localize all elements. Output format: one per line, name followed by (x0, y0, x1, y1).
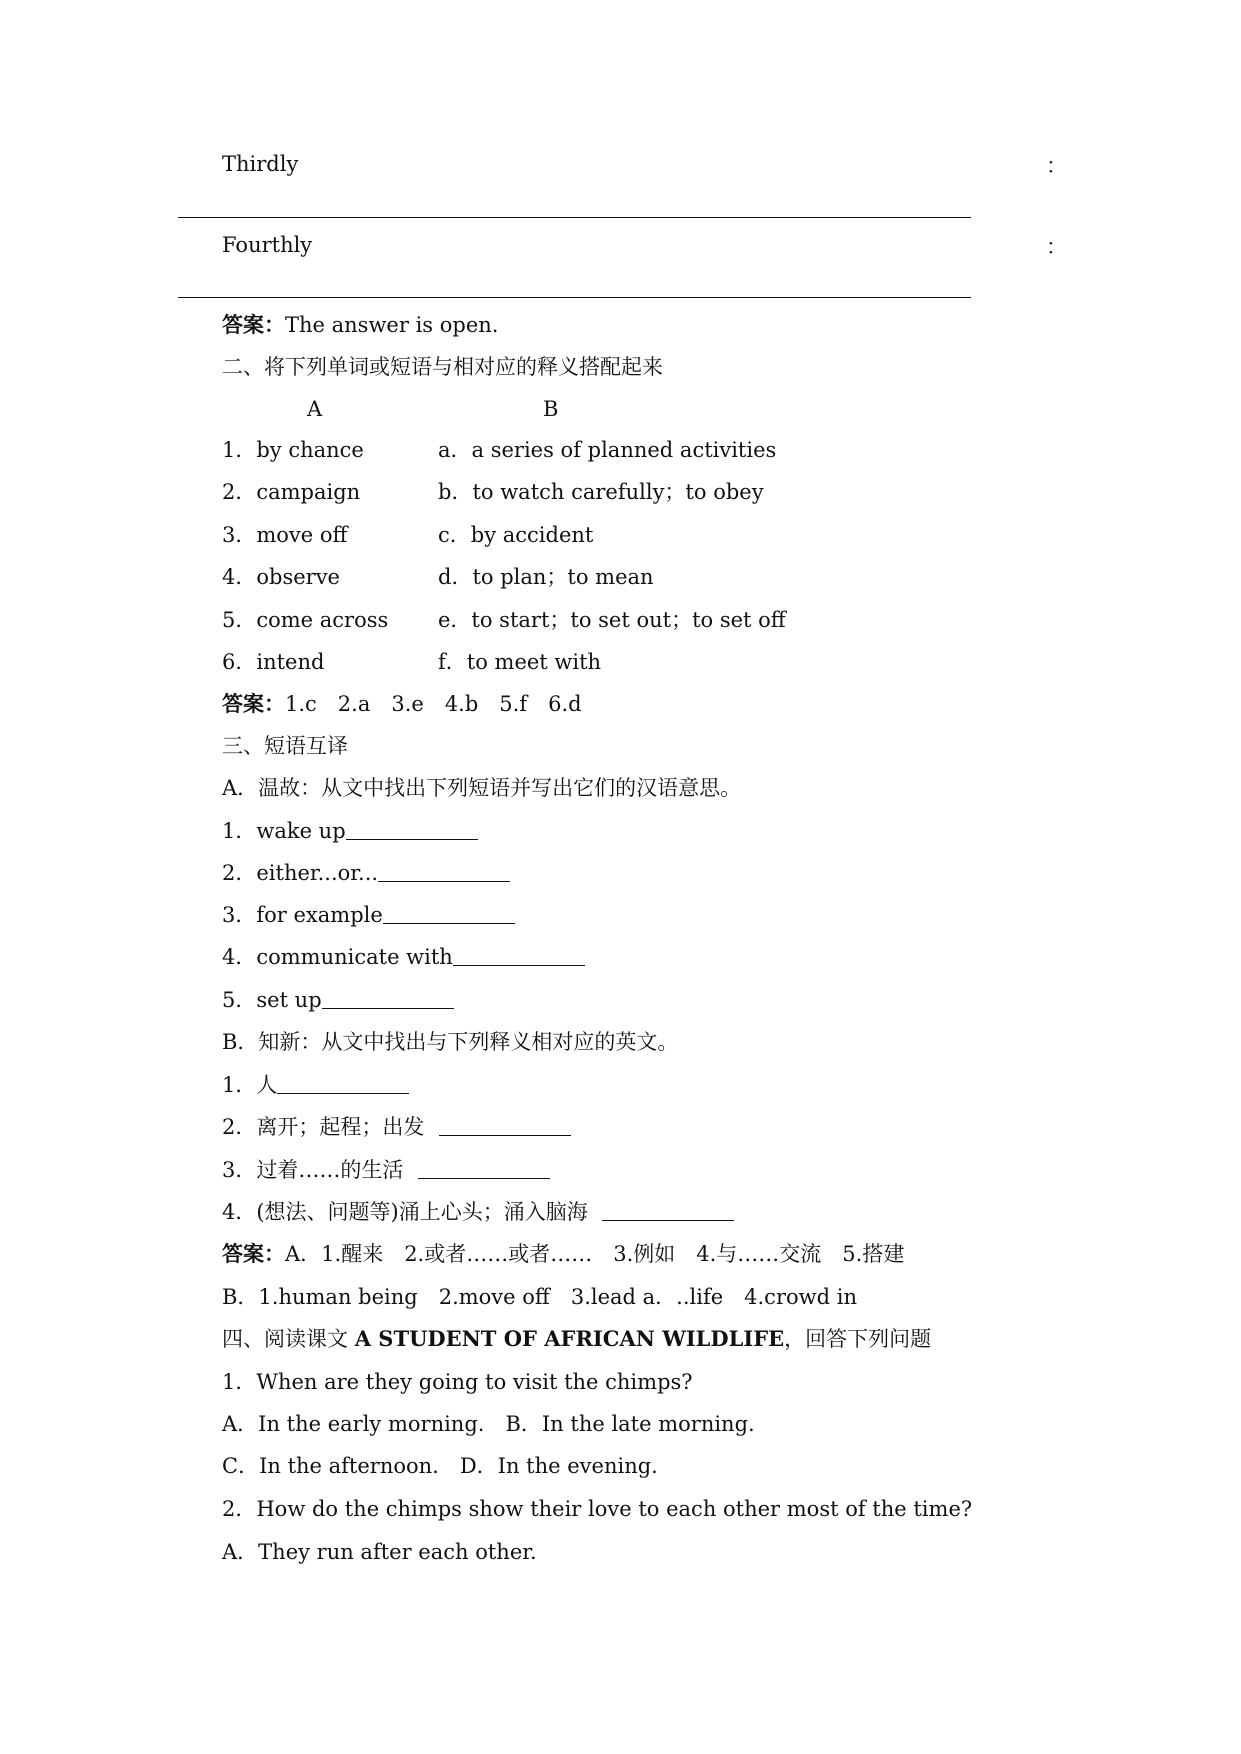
fill-blank[interactable] (378, 859, 510, 882)
title-suffix: ，回答下列问题 (784, 1327, 932, 1351)
fill-blank[interactable] (602, 1198, 734, 1221)
question-1: 1．When are they going to visit the chimps? (222, 1370, 693, 1394)
answer-label: 答案： (222, 691, 285, 716)
definition-item (222, 1113, 571, 1141)
question-1-options-ab: A．In the early morning. B．In the late morning. (222, 1412, 755, 1436)
match-item-b: e．to start；to set out；to set off (438, 608, 786, 632)
outline-thirdly-label: Thirdly (222, 152, 299, 176)
section2-answer (222, 690, 582, 718)
answer-line (178, 217, 971, 218)
phrase-item (222, 859, 510, 887)
fill-blank[interactable] (346, 817, 478, 840)
match-item-b: a．a series of planned activities (438, 438, 777, 462)
match-item-a: 3．move off (222, 523, 348, 547)
answer-label: 答案： (222, 1241, 285, 1266)
match-item-a: 2．campaign (222, 480, 361, 504)
match-item-a: 4．observe (222, 565, 340, 589)
match-item-a: 1．by chance (222, 438, 364, 462)
column-a-header: A (307, 397, 323, 421)
definition-text: 2．离开；起程；出发 (222, 1115, 432, 1139)
match-item-a: 6．intend (222, 650, 325, 674)
fill-blank[interactable] (277, 1071, 409, 1094)
phrase-item (222, 943, 585, 971)
definition-text: 4．(想法、问题等)涌上心头；涌入脑海 (222, 1200, 595, 1224)
section3-part-b-title: B．知新：从文中找出与下列释义相对应的英文。 (222, 1030, 679, 1054)
definition-text: 1．人 (222, 1073, 278, 1097)
definition-item (222, 1198, 734, 1226)
outline-fourthly-colon: ： (1046, 235, 1067, 259)
section3-part-a-title: A．温故：从文中找出下列短语并写出它们的汉语意思。 (222, 776, 742, 800)
phrase-text: 1．wake up (222, 819, 346, 843)
answer-text: 1.c 2.a 3.e 4.b 5.f 6.d (285, 692, 582, 716)
outline-thirdly-colon: ： (1046, 154, 1067, 178)
section2-title: 二、将下列单词或短语与相对应的释义搭配起来 (222, 355, 663, 379)
phrase-text: 4．communicate with (222, 945, 453, 969)
question-2-option-a: A．They run after each other. (222, 1540, 537, 1564)
match-item-b: f．to meet with (438, 650, 602, 674)
fill-blank[interactable] (322, 986, 454, 1009)
match-item-b: c．by accident (438, 523, 594, 547)
section4-title (222, 1325, 931, 1353)
column-b-header: B (543, 397, 559, 421)
fill-blank[interactable] (418, 1156, 550, 1179)
phrase-item (222, 817, 478, 845)
answer-line (178, 297, 971, 298)
definition-item (222, 1071, 409, 1099)
title-bold-text: A STUDENT OF AFRICAN WILDLIFE (354, 1326, 785, 1351)
phrase-text: 5．set up (222, 988, 322, 1012)
fill-blank[interactable] (453, 943, 585, 966)
match-item-b: d．to plan；to mean (438, 565, 654, 589)
phrase-text: 3．for example (222, 903, 383, 927)
question-2: 2．How do the chimps show their love to each other most of the time? (222, 1497, 973, 1521)
answer-label: 答案： (222, 312, 285, 337)
section3-answer-line-2: B．1.human being 2.move off 3.lead a．..life 4.crowd in (222, 1285, 857, 1309)
fill-blank[interactable] (383, 901, 515, 924)
question-1-options-cd: C．In the afternoon. D．In the evening. (222, 1454, 658, 1478)
answer-line-1 (222, 311, 498, 339)
phrase-item (222, 901, 515, 929)
definition-text: 3．过着……的生活 (222, 1158, 411, 1182)
section3-title: 三、短语互译 (222, 734, 348, 758)
outline-fourthly-label: Fourthly (222, 233, 313, 257)
match-item-b: b．to watch carefully；to obey (438, 480, 764, 504)
phrase-item (222, 986, 454, 1014)
section3-answer-line-1 (222, 1240, 904, 1268)
match-item-a: 5．come across (222, 608, 389, 632)
phrase-text: 2．either...or... (222, 861, 379, 885)
answer-text: A．1.醒来 2.或者……或者…… 3.例如 4.与……交流 5.搭建 (285, 1242, 905, 1266)
fill-blank[interactable] (439, 1113, 571, 1136)
answer-text: The answer is open. (285, 313, 499, 337)
definition-item (222, 1156, 550, 1184)
title-prefix: 四、阅读课文 (222, 1327, 355, 1351)
